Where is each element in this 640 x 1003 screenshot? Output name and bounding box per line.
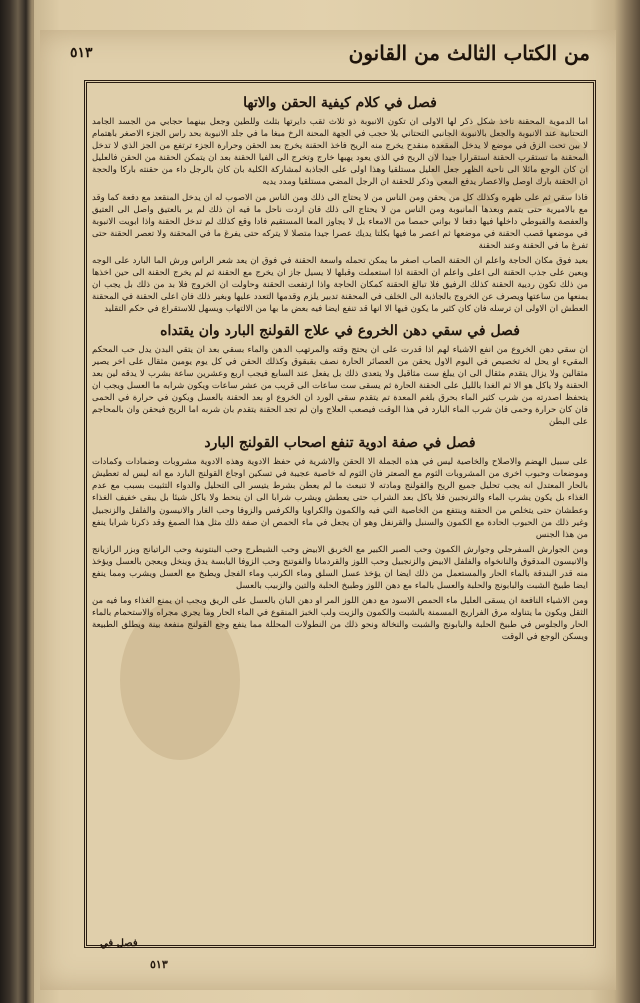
paragraph: ومن الاشياء النافعة ان يسقى العليل ماء الحمص الاسود مع دهن اللوز المر او دهن البان بالعسل على الريق ويجب ان يمنع الغذاء وما فيه من الثقل ويكون ما يتناوله مرق الفراريج المسمنة بالشبت والكمون والزيت ولب الخبز المنقوع في الماء الحار وما يجري مجراه والاستحمام بالماء الحار والجلوس في طبيخ الحلبة والبابونج والشبت والنخالة ونحو ذلك من النطولات المحللة مما ينفع وجع القولنج منفعة بينة ويطلق الطبيعة ويسكن الوجع في الوقت bbox=[92, 596, 588, 643]
running-header bbox=[70, 36, 590, 70]
paragraph: فاذا سقي ثم على ظهره وكذلك كل من يحقن ومن الناس من لا يحتاج الى ذلك ومن الناس من الاصوب له ان يدخل المنقعد مع دفعة كما وقد مع بالاميرية حتى يتمم وبعدها المانبوبة ومن الناس من لا يحتاج الى ذلك فان اردت ناحل ما فيه ان ذلك لم ير بالعتيق واصل الى العتيق والعفصة والقبوطي داخلها فيها دفعا لا بواني حمصا من الامعاء بل لا يجاوز المعا المستقيم فادا وقع كذلك لم تدخل الحقنة واذا ابويت الانبوبة في موضعها قصب الحقنة في موضعها ثم اعصر ما فيها بكلتا يديك عصرا جيدا متصلا لا يتركه حتى يفرغ ما في المحقنة ولا تعصر الحقنة حتى تفرغ ما في الحقنة وعند الحقنة bbox=[92, 192, 588, 251]
catchword: فصل في bbox=[100, 938, 138, 949]
page-number-top: ٥١٣ bbox=[70, 45, 93, 61]
section-title: فصل في صفة ادوية تنفع اصحاب القولنج البارد bbox=[204, 435, 476, 452]
main-text-block bbox=[92, 88, 588, 938]
section-title: فصل في سقي دهن الخروع في علاج القولنج البارد وان يقتداه bbox=[160, 322, 520, 339]
paragraph: اما الدموية المحقنة تاخذ شكل ذكر لها الاولى ان تكون الانبوبة ذو ثلاث ثقب دايرتها بثلث وللطين وجعل بينهما حجابي من الجسد الجامد التحتانية عند الانبوبة والجعل بالانبوبة الجانبي التحتاني بلا حجب في الجهة المحنة الرخ مبغا ما في جلد الانبوبة بحد راس الجزء الاصغر باهتمام لا بين تحت الزق في موضع لا يدخل المقعدة منقدح يخرج منه الريح فاخذ الحقنة يخرج بعد الحقن وحرارة الجزء ترتفع من الجز الذي لا تدخل المحقنة ما تستقرب الحقنة استقرارا جيدا لان الريح في الذي يعود يهبها خارج وتخرج الى الفيا الحقنة بعد ان يتمكن الحقنة من الحقن فالعليل ان كان الوجع مائلا الى ناحية الظهر جعل العليل مستلقيا وهذا اولى على الجاذبة لمشاركة الكلية بان كان بالرجل داء من حقنته باركا والحجة ان الحقنة بارك اوصل والاعصار يدفع المعي وذكر للحقنة ان الرجل المضي مستلقيا ومدد يديه bbox=[92, 117, 588, 188]
paragraph: بعيد فوق مكان الحاجة واعلم ان الحقنة الصاب اصغر ما يمكن تحمله واسعة الحقنة في فوق ان يعد شعر الراس ورش الما البارد على الوجه ويعين على جذب الحقنة الى اعلى واعلم ان الحقنة اذا استعملت وقبلها لا يسيل جاز ان يخرج مع الحقنة ثم لم يخرج الحقنة الى حين اخذها من ذلك تكون رديية الحقنة كذلك الرفيق فلا تبالغ الحقنة كمكان الحاجة واذا ارتفعت الحقنة وحاولت ان الخروج فلا بد من ذلك بل يجب ان يمنعها من ساعتها ويصرف عن الخروج بالجاذبة الى الخلف في المحقنة تدبير يلزم وقدمها التعدد عليها وبغير ذلك فان اعلى الحقنة في المحقنة العطش ان الاولى ان ترسله فان كان كثير ما يكون فيها الا انها قد تنفع ايضا فيه بعض ما بها من الالتهاب ويسهل للاستقراع في حكم التقليد bbox=[92, 256, 588, 315]
paragraph: على سبيل الهضم والاصلاح والخاصية ليس في هذه الجملة الا الحقن والاشرية في حفظ الادوية وهذه الادوية مشروبات وضمادات وكمادات وموضعات وحبوب اخرى من المشروبات الثوم مع الصعتر فان الثوم له خاصية عجيبة في تسكين اوجاع القولنج البارد مع انه ليس له تعطيش بالحار المعتدل انه يجب تحليل جميع الريح والقولنج ومادته لا تنبعث ما لم يعطن بشرط يتيسر الى التحليل والدواء التثبيت بسبب مع عدم الغذاء بل يكون يشرب الماء والترنجبين فلا ياكل بعد الشراب حتى يعطش ويشرب شرابا الى ان ينحط ولا ياكل شيئا بل يبقى خفيف الغذاء وعطشان حتى يتخلص من الحقنة وينتفع من الخاصية التي فيه والكمون والكراويا والكرفس والزوفا وحب الغار والانيسون والفلفل والزنجبيل وغير ذلك من الحبوب الحادة مع الكمون والسنبل والقرنفل وهو ان يجعل في ماء الحمص ان صفة ذلك مثل هذا الصمغ وقد ذكرنا شرابا ينفع من هذا الجنس bbox=[92, 457, 588, 540]
page-number-bottom: ٥١٣ bbox=[150, 958, 168, 971]
running-title: من الكتاب الثالث من القانون bbox=[348, 41, 590, 65]
book-spine bbox=[0, 0, 34, 1003]
paragraph: ومن الجوارش السفرجلي وجوارش الكمون وحب الصبر الكبير مع الخربق الابيض وحب الشيطرج وحب البنتونية وحب الراتيانج وبزر الرازيانج والانيسون المدقوق والنانخواه والفلفل الابيض والزنجبيل وحب اللوز والقردمانا والفوتنج وحب الزوفا اليابسة يدق وينخل ويعجن بالعسل ويؤخذ منه قدر البندقة بالماء الحار والمستعمل من ذلك ايضا ان يؤخذ عسل السلق وماء الكرنب وماء الفجل ويطبخ مع العسل ويشرب ومما ينفع ايضا طبيخ الشبت والبابونج والحلبة والعسل بالماء مع دهن اللوز وطبيخ الحلبة والتين والزبيب بالعسل bbox=[92, 544, 588, 592]
section-title: فصل في كلام كيفية الحقن والاتها bbox=[243, 95, 437, 111]
paragraph: ان سقي دهن الخروع من انفع الاشياء لهم اذا قدرت على ان يحتج وقته والمرتهب الدهن والماء بسقي بعد ان يتقي البدن يدل حب المحكم المقيء او يحل له تخصيص في اليوم الاول يحقن من العصائر الحارة نصف بقبقوق وكذلك الحقن في كل يوم يومين مثقال على اخر يصير مثقالين ولا يزال يتقدم مثقال الى ان يبلغ ست مثاقيل ولا يتعدى ذلك بل يفعل عند السابع فيجب اربع وعشرين ساعة بشرب لا يدقه لين بعد الحقنة ولا ياكل هو الا ثم الغدا بالليل على الحقنة الحارة ثم يسقى ست ساعات الى قريب من عشر ساعات ويكون شرابه ما العسل ويجب ان يتحفظ اصدرته من شرب كثير الماء بحرق بلغم المعدة تم يتقدم سقي الورد ان الخروع او بعد الحقنة بالعسل ويكون في حرارة في الحمى فان كان حرارة وحمى فان شرب الماء البارد في هذا الوقت فيصعب العلاج وان لم تجد الحقنة يتقدم بان شربه اما الريح فيحقن وان بالمحاجم على البطن bbox=[92, 344, 588, 428]
